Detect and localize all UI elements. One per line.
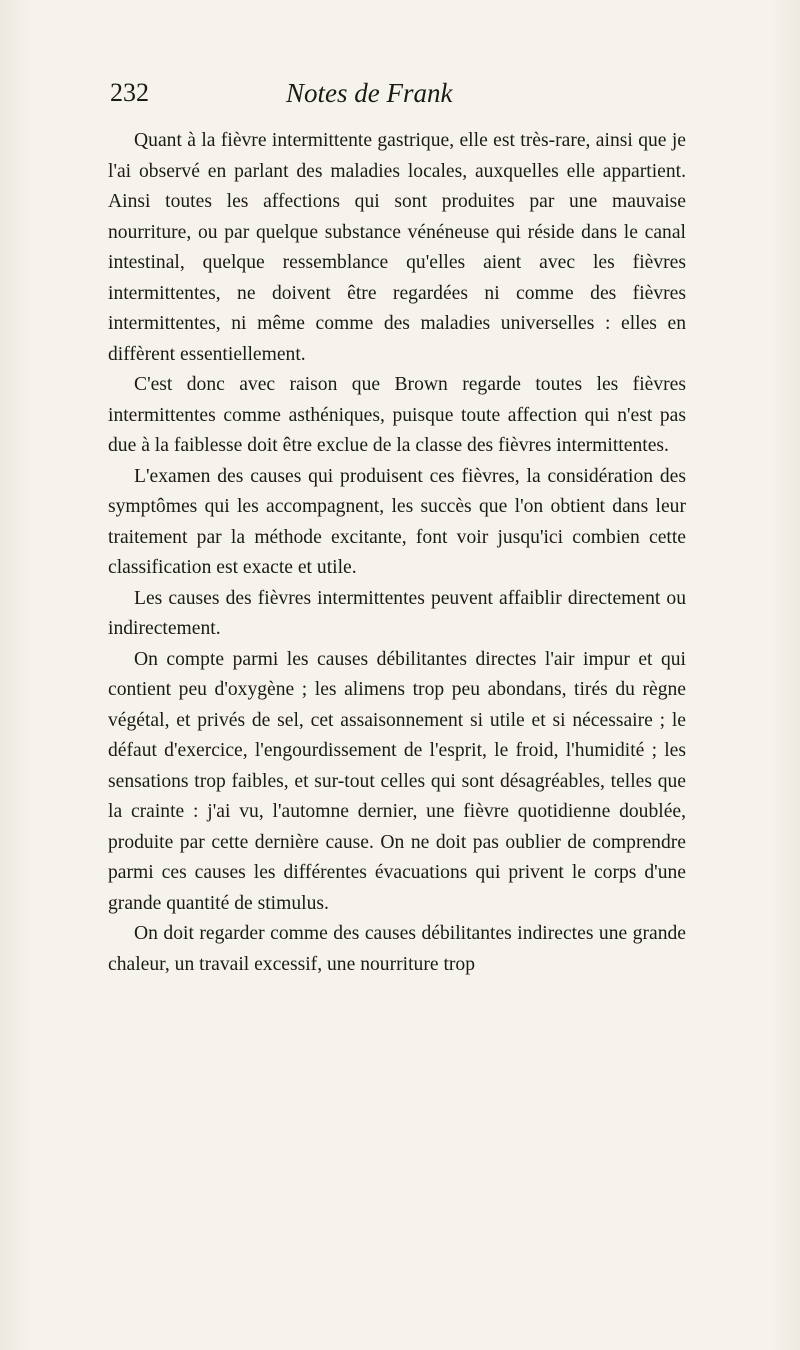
page-header: [110, 78, 680, 118]
paragraph-causes-indirectes: On doit regarder comme des causes débilitantes indirectes une grande chaleur, un travail excessif, une nourriture trop: [108, 923, 686, 975]
body-text: [108, 126, 686, 980]
paragraph-brown-asthenic: C'est donc avec raison que Brown regarde toutes les fièvres intermittentes comme asthéniques, puisque toute affection qui n'est pas due à la faiblesse doit être exclue de la classe des fièvres intermittentes.: [108, 374, 686, 456]
paragraph-gastric-fever: Quant à la fièvre intermittente gastrique, elle est très-rare, ainsi que je l'ai observé en parlant des maladies locales, auxquelles elle appartient. Ainsi toutes les affections qui sont produites par une mauvaise nourriture, ou par quelque substance vénéneuse qui réside dans le canal intestinal, quelque ressemblance qu'elles aient avec les fièvres intermittentes, ne doivent être regardées ni comme des fièvres intermittentes, ni même comme des maladies universelles : elles en diffèrent essentiellement.: [108, 130, 686, 365]
paragraph-examen-causes: L'examen des causes qui produisent ces fièvres, la considération des symptômes qui les accompagnent, les succès que l'on obtient dans leur traitement par la méthode excitante, font voir jusqu'ici combien cette classification est exacte et utile.: [108, 465, 686, 578]
paragraph-causes-directes: On compte parmi les causes débilitantes directes l'air impur et qui contient peu d'oxygène ; les alimens trop peu abondans, tirés du règne végétal, et privés de sel, cet assaisonnement si utile et si nécessaire ; le défaut d'exercice, l'engourdissement de l'esprit, le froid, l'humidité ; les sensations trop faibles, et sur-tout celles qui sont désagréables, telles que la crainte : j'ai vu, l'automne dernier, une fièvre quotidienne doublée, produite par cette dernière cause. On ne doit pas oublier de comprendre parmi ces causes les différentes évacuations qui privent le corps d'une grande quantité de stimulus.: [108, 648, 686, 914]
page-number: 232: [110, 78, 149, 107]
paragraph-causes-affaiblir: Les causes des fièvres intermittentes peuvent affaiblir directement ou indirectement.: [108, 587, 686, 639]
running-title: Notes de Frank: [286, 78, 453, 108]
